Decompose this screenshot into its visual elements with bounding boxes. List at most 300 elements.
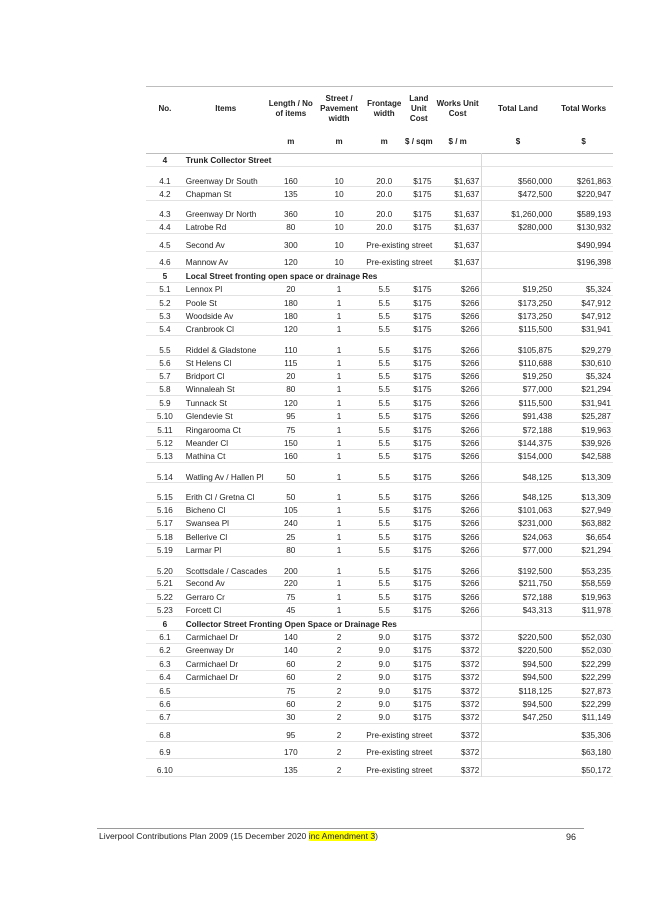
row-total-works: $52,030 — [581, 632, 611, 642]
row-frontage: 5.5 — [378, 298, 390, 308]
row-land-cost: $175 — [413, 546, 432, 555]
row-item — [184, 684, 268, 697]
table-row — [146, 543, 613, 556]
row-total-land — [482, 724, 554, 742]
row-street-width: 1 — [336, 325, 342, 335]
section-row — [146, 269, 613, 282]
row-number: 6.1 — [159, 632, 171, 642]
row-street-width: 1 — [336, 385, 342, 395]
row-item: Winnaleah St — [185, 385, 235, 395]
row-land-cost: $175 — [413, 439, 432, 449]
row-total-land: $144,375 — [482, 436, 554, 449]
table-row — [146, 463, 613, 483]
row-land-cost: $175 — [413, 385, 432, 395]
row-length: 105 — [283, 505, 298, 515]
row-item: Carmichael Dr — [185, 673, 239, 683]
row-total-works: $47,912 — [581, 298, 611, 308]
row-number: 5.6 — [159, 358, 171, 368]
row-total-works: $27,949 — [581, 505, 611, 515]
row-street-width: 1 — [336, 606, 342, 616]
row-frontage: 5.5 — [378, 372, 390, 382]
row-total-land: $560,000 — [482, 167, 554, 187]
table-row — [146, 577, 613, 590]
row-works-cost: $1,637 — [454, 223, 480, 233]
row-total-works: $13,309 — [581, 492, 611, 502]
row-works-cost: $266 — [461, 325, 480, 335]
row-total-land: $173,250 — [482, 309, 554, 322]
table-row — [146, 423, 613, 436]
row-works-cost: $372 — [461, 713, 480, 723]
col-header-length: Length / No of items — [268, 99, 313, 118]
row-works-cost: $266 — [461, 298, 480, 308]
row-total-works: $261,863 — [576, 176, 611, 186]
row-length: 75 — [286, 425, 296, 435]
units-row — [146, 131, 613, 154]
row-length: 75 — [286, 686, 296, 696]
row-total-land: $24,063 — [482, 530, 554, 543]
row-length: 140 — [283, 646, 298, 656]
row-street-width: 1 — [336, 439, 342, 449]
row-length: 240 — [283, 519, 298, 529]
row-frontage: 5.5 — [378, 398, 390, 408]
section-number: 6 — [162, 619, 168, 629]
table-row — [146, 450, 613, 463]
row-length: 95 — [286, 412, 296, 422]
row-number: 4.6 — [159, 258, 171, 268]
row-total-land: $94,500 — [482, 670, 554, 683]
row-street-width: 2 — [336, 713, 342, 723]
row-frontage: 20.0 — [376, 223, 393, 233]
row-total-land: $77,000 — [482, 383, 554, 396]
row-works-cost: $372 — [461, 748, 480, 758]
row-total-works: $47,912 — [581, 311, 611, 321]
row-land-cost: $175 — [413, 632, 432, 642]
row-total-works: $52,030 — [581, 646, 611, 656]
row-number: 5.22 — [156, 592, 173, 602]
row-total-land: $19,250 — [482, 282, 554, 295]
row-total-works: $58,559 — [581, 579, 611, 589]
row-total-land: $105,875 — [482, 336, 554, 356]
table-row — [146, 282, 613, 295]
row-land-cost: $175 — [413, 519, 432, 529]
row-land-cost: $175 — [413, 210, 432, 220]
row-item: Glendevie St — [185, 412, 233, 422]
col-header-land-cost: Land Unit Cost — [409, 94, 429, 123]
row-street-width: 10 — [334, 223, 344, 233]
row-total-works: $30,610 — [581, 358, 611, 368]
row-item: Woodside Av — [185, 311, 234, 321]
row-frontage: 9.0 — [378, 659, 390, 669]
row-frontage: 20.0 — [376, 176, 393, 186]
section-total-works-cell — [554, 269, 613, 282]
row-item: Cranbrook Cl — [185, 325, 234, 335]
col-header-street: Street / Pavement width — [320, 94, 358, 123]
row-item: Ringarooma Ct — [185, 425, 241, 435]
row-works-cost: $266 — [461, 358, 480, 368]
row-total-works: $21,294 — [581, 546, 611, 555]
row-number: 6.5 — [159, 686, 171, 696]
row-total-land: $192,500 — [482, 557, 554, 577]
table-row — [146, 657, 613, 670]
row-number: 6.10 — [156, 766, 173, 776]
row-land-cost: $175 — [413, 606, 432, 616]
row-total-works: $5,324 — [585, 285, 611, 295]
row-number: 5.8 — [159, 385, 171, 395]
row-works-cost: $266 — [461, 425, 480, 435]
row-total-land: $43,313 — [482, 603, 554, 616]
row-total-land: $1,260,000 — [482, 200, 554, 220]
row-total-land: $91,438 — [482, 409, 554, 422]
table-row — [146, 530, 613, 543]
row-works-cost: $266 — [461, 345, 480, 355]
row-land-cost: $175 — [413, 223, 432, 233]
row-street-width: 2 — [336, 646, 342, 656]
row-total-land: $94,500 — [482, 697, 554, 710]
row-works-cost: $266 — [461, 412, 480, 422]
row-total-works: $6,654 — [585, 532, 611, 542]
table-row — [146, 383, 613, 396]
table-row — [146, 369, 613, 382]
row-works-cost: $266 — [461, 398, 480, 408]
footer-text — [99, 831, 378, 841]
table-row — [146, 684, 613, 697]
row-item: Gerraro Cr — [185, 592, 225, 602]
row-item: Greenway Dr North — [185, 210, 257, 220]
row-street-width: 1 — [336, 472, 342, 482]
row-land-cost: $175 — [413, 579, 432, 589]
row-length: 160 — [283, 176, 298, 186]
row-works-cost: $266 — [461, 606, 480, 616]
row-item — [184, 759, 268, 777]
table-row — [146, 200, 613, 220]
row-length: 300 — [283, 240, 298, 250]
row-item: Larmar Pl — [185, 546, 222, 555]
row-works-cost: $266 — [461, 519, 480, 529]
row-frontage: 5.5 — [378, 492, 390, 502]
table-row — [146, 724, 613, 742]
row-total-land: $47,250 — [482, 710, 554, 723]
table-row — [146, 167, 613, 187]
row-total-land: $115,500 — [482, 396, 554, 409]
table-row — [146, 409, 613, 422]
row-total-works: $130,932 — [576, 223, 611, 233]
row-frontage: 9.0 — [378, 673, 390, 683]
row-frontage: 5.5 — [378, 285, 390, 295]
row-works-cost: $372 — [461, 646, 480, 656]
footer-plan-title-end: ) — [375, 831, 379, 841]
row-pre-existing-note: Pre-existing street — [366, 748, 433, 758]
section-title: Local Street fronting open space or drainage Res — [185, 271, 378, 281]
row-street-width: 1 — [336, 412, 342, 422]
row-land-cost: $175 — [413, 472, 432, 482]
row-street-width: 1 — [336, 358, 342, 368]
row-item: St Helens Cl — [185, 358, 232, 368]
row-item: Carmichael Dr — [185, 632, 239, 642]
table-row — [146, 322, 613, 335]
row-length: 50 — [286, 492, 296, 502]
row-land-cost: $175 — [413, 412, 432, 422]
row-street-width: 10 — [334, 210, 344, 220]
unit-total-works: $ — [581, 137, 586, 146]
row-land-cost: $175 — [413, 311, 432, 321]
row-total-land: $220,500 — [482, 643, 554, 656]
row-number: 4.1 — [159, 176, 171, 186]
unit-frontage: m — [380, 137, 388, 146]
row-land-cost: $175 — [413, 285, 432, 295]
row-street-width: 1 — [336, 372, 342, 382]
row-total-land — [482, 251, 554, 269]
row-item: Swansea Pl — [185, 519, 230, 529]
row-total-land: $101,063 — [482, 503, 554, 516]
row-length: 180 — [283, 311, 298, 321]
row-frontage: 5.5 — [378, 546, 390, 555]
row-frontage: 9.0 — [378, 646, 390, 656]
row-number: 5.20 — [156, 566, 173, 576]
row-land-cost: $175 — [413, 673, 432, 683]
row-frontage: 5.5 — [378, 325, 390, 335]
section-row — [146, 617, 613, 630]
row-frontage: 5.5 — [378, 452, 390, 462]
table-row — [146, 710, 613, 723]
table-row — [146, 590, 613, 603]
row-number: 5.11 — [157, 425, 173, 435]
row-total-works: $63,882 — [581, 519, 611, 529]
row-works-cost: $1,637 — [454, 210, 480, 220]
row-length: 140 — [283, 632, 298, 642]
row-total-land — [482, 234, 554, 252]
row-number: 5.13 — [156, 452, 173, 462]
row-land-cost: $175 — [413, 452, 432, 462]
row-street-width: 10 — [334, 176, 344, 186]
row-total-land: $110,688 — [482, 356, 554, 369]
row-land-cost: $175 — [413, 492, 432, 502]
unit-street: m — [335, 137, 343, 146]
row-total-works: $29,279 — [581, 345, 611, 355]
row-length: 25 — [286, 532, 296, 542]
row-street-width: 1 — [336, 505, 342, 515]
row-item: Bicheno Cl — [185, 505, 226, 515]
row-street-width: 1 — [336, 546, 342, 555]
table-row — [146, 630, 613, 643]
row-number: 5.5 — [159, 345, 171, 355]
row-number: 5.1 — [159, 285, 171, 295]
row-number: 5.14 — [156, 472, 173, 482]
col-header-no: No. — [158, 104, 172, 113]
row-total-works: $13,309 — [581, 472, 611, 482]
row-street-width: 10 — [334, 189, 344, 199]
table-row — [146, 436, 613, 449]
row-length: 80 — [286, 546, 296, 555]
row-works-cost: $266 — [461, 452, 480, 462]
row-number: 5.15 — [156, 492, 173, 502]
row-total-land: $94,500 — [482, 657, 554, 670]
row-item — [184, 741, 268, 759]
footer-divider — [97, 828, 584, 829]
row-total-land: $280,000 — [482, 220, 554, 233]
row-item: Greenway Dr — [185, 646, 234, 656]
section-title: Trunk Collector Street — [185, 156, 272, 166]
row-street-width: 1 — [336, 532, 342, 542]
row-works-cost: $266 — [461, 285, 480, 295]
row-total-works: $19,963 — [581, 425, 611, 435]
row-frontage: 5.5 — [378, 519, 390, 529]
row-street-width: 1 — [336, 492, 342, 502]
row-frontage: 5.5 — [378, 472, 390, 482]
row-frontage: 5.5 — [378, 579, 390, 589]
row-total-land: $19,250 — [482, 369, 554, 382]
row-total-land: $72,188 — [482, 590, 554, 603]
unit-total-land: $ — [515, 137, 521, 146]
row-street-width: 2 — [336, 748, 342, 758]
row-length: 20 — [286, 285, 296, 295]
row-number: 5.9 — [159, 398, 171, 408]
unit-no — [146, 131, 184, 154]
row-street-width: 1 — [336, 285, 342, 295]
row-land-cost: $175 — [413, 713, 432, 723]
row-length: 150 — [283, 439, 298, 449]
row-total-works: $220,947 — [576, 189, 611, 199]
row-works-cost: $372 — [461, 686, 480, 696]
row-pre-existing-note: Pre-existing street — [366, 258, 433, 268]
table-row — [146, 503, 613, 516]
row-length: 160 — [283, 452, 298, 462]
row-land-cost: $175 — [413, 566, 432, 576]
table-row — [146, 234, 613, 252]
row-land-cost: $175 — [413, 699, 432, 709]
row-total-works: $25,287 — [581, 412, 611, 422]
row-item — [184, 710, 268, 723]
row-number: 5.16 — [156, 505, 173, 515]
row-number: 6.8 — [159, 730, 171, 740]
row-pre-existing-note: Pre-existing street — [366, 730, 433, 740]
col-header-items: Items — [215, 104, 237, 113]
row-total-works: $63,180 — [581, 748, 611, 758]
row-length: 135 — [283, 766, 298, 776]
row-works-cost: $266 — [461, 505, 480, 515]
row-street-width: 1 — [336, 298, 342, 308]
row-length: 80 — [286, 223, 296, 233]
row-item: Mannow Av — [185, 258, 228, 268]
row-frontage: 9.0 — [378, 686, 390, 696]
row-works-cost: $372 — [461, 730, 480, 740]
row-frontage: 9.0 — [378, 713, 390, 723]
table-row — [146, 741, 613, 759]
table-row — [146, 396, 613, 409]
row-length: 120 — [283, 398, 298, 408]
row-number: 4.3 — [159, 210, 171, 220]
row-length: 95 — [286, 730, 296, 740]
row-item: Greenway Dr South — [185, 176, 258, 186]
row-item: Mathina Ct — [185, 452, 226, 462]
row-total-works: $31,941 — [581, 325, 611, 335]
row-street-width: 1 — [336, 452, 342, 462]
row-frontage: 5.5 — [378, 532, 390, 542]
row-length: 80 — [286, 385, 296, 395]
row-street-width: 10 — [334, 258, 344, 268]
row-length: 60 — [286, 659, 296, 669]
row-length: 20 — [286, 372, 296, 382]
row-street-width: 1 — [336, 311, 342, 321]
row-frontage: 5.5 — [378, 345, 390, 355]
row-land-cost: $175 — [413, 646, 432, 656]
row-total-land: $48,125 — [482, 483, 554, 503]
row-works-cost: $266 — [461, 492, 480, 502]
header-row — [146, 87, 613, 132]
row-works-cost: $1,637 — [454, 176, 480, 186]
section-row — [146, 154, 613, 167]
table-row — [146, 697, 613, 710]
row-total-works: $31,941 — [581, 398, 611, 408]
row-total-works: $5,324 — [585, 372, 611, 382]
table-row — [146, 251, 613, 269]
section-title: Collector Street Fronting Open Space or Drainage Res — [185, 619, 397, 629]
row-length: 120 — [283, 325, 298, 335]
row-works-cost: $1,637 — [454, 258, 480, 268]
section-number: 5 — [162, 271, 168, 281]
row-land-cost: $175 — [413, 425, 432, 435]
row-total-land: $472,500 — [482, 187, 554, 200]
row-frontage: 20.0 — [376, 210, 393, 220]
row-street-width: 2 — [336, 699, 342, 709]
row-number: 5.2 — [159, 298, 171, 308]
table-row — [146, 759, 613, 777]
row-works-cost: $1,637 — [454, 240, 480, 250]
unit-items — [184, 131, 268, 154]
row-land-cost: $175 — [413, 532, 432, 542]
row-length: 30 — [286, 713, 296, 723]
row-total-works: $490,994 — [576, 240, 611, 250]
row-number: 6.6 — [159, 699, 171, 709]
row-length: 360 — [283, 210, 298, 220]
row-frontage: 20.0 — [376, 189, 393, 199]
row-total-land: $220,500 — [482, 630, 554, 643]
section-number: 4 — [162, 156, 168, 166]
row-total-works: $42,588 — [581, 452, 611, 462]
footer-plan-title: Liverpool Contributions Plan 2009 (15 December 2020 — [99, 831, 309, 841]
row-item: Bridport Cl — [185, 372, 225, 382]
row-item: Chapman St — [185, 189, 232, 199]
row-works-cost: $266 — [461, 311, 480, 321]
row-frontage: 5.5 — [378, 439, 390, 449]
table-row — [146, 516, 613, 529]
row-length: 45 — [286, 606, 296, 616]
row-street-width: 2 — [336, 673, 342, 683]
row-total-works: $22,299 — [581, 673, 611, 683]
row-land-cost: $175 — [413, 325, 432, 335]
row-works-cost: $266 — [461, 566, 480, 576]
row-total-land: $231,000 — [482, 516, 554, 529]
row-number: 5.3 — [159, 311, 171, 321]
row-land-cost: $175 — [413, 659, 432, 669]
row-works-cost: $372 — [461, 659, 480, 669]
section-total-works-cell — [554, 617, 613, 630]
row-number: 4.2 — [159, 189, 171, 199]
section-total-land-cell — [482, 617, 554, 630]
row-street-width: 2 — [336, 632, 342, 642]
row-total-land: $115,500 — [482, 322, 554, 335]
row-total-works: $196,398 — [576, 258, 611, 268]
row-frontage: 5.5 — [378, 566, 390, 576]
row-length: 200 — [283, 566, 298, 576]
row-works-cost: $266 — [461, 372, 480, 382]
row-number: 5.21 — [156, 579, 173, 589]
row-street-width: 1 — [336, 345, 342, 355]
row-item: Second Av — [185, 579, 225, 589]
table-row — [146, 296, 613, 309]
row-frontage: 5.5 — [378, 606, 390, 616]
row-item: Second Av — [185, 240, 225, 250]
row-total-land: $211,750 — [482, 577, 554, 590]
